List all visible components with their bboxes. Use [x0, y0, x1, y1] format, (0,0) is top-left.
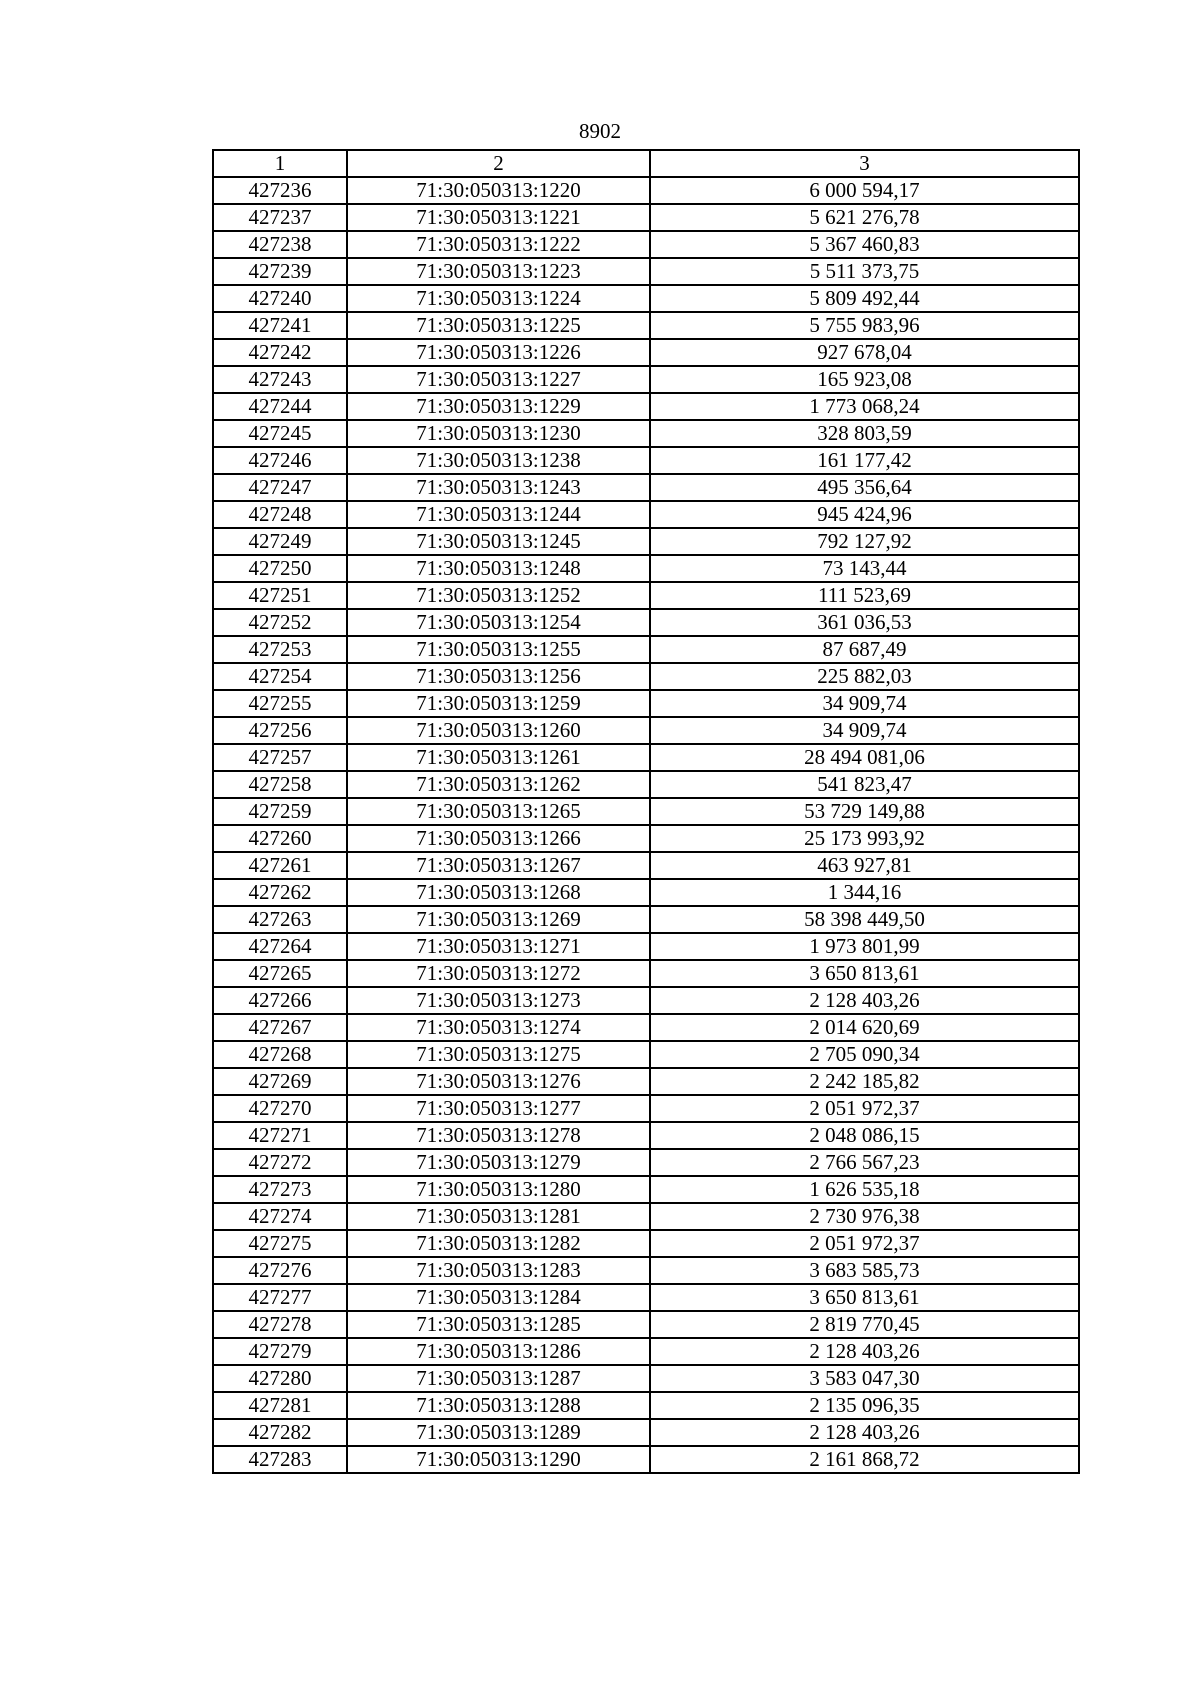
cadastral-value-cell: 2 242 185,82 [650, 1068, 1079, 1095]
cadastral-value-cell: 1 344,16 [650, 879, 1079, 906]
table-row [213, 1257, 1079, 1284]
cadastral-number-cell: 71:30:050313:1288 [347, 1392, 650, 1419]
row-number-cell: 427249 [213, 528, 347, 555]
cadastral-value-cell: 58 398 449,50 [650, 906, 1079, 933]
cadastral-value-cell: 3 683 585,73 [650, 1257, 1079, 1284]
cadastral-number-cell: 71:30:050313:1287 [347, 1365, 650, 1392]
cadastral-number-cell: 71:30:050313:1243 [347, 474, 650, 501]
cadastral-value-cell: 361 036,53 [650, 609, 1079, 636]
row-number-cell: 427267 [213, 1014, 347, 1041]
cadastral-number-cell: 71:30:050313:1227 [347, 366, 650, 393]
row-number-cell: 427255 [213, 690, 347, 717]
cadastral-value-cell: 5 621 276,78 [650, 204, 1079, 231]
row-number-cell: 427271 [213, 1122, 347, 1149]
cadastral-number-cell: 71:30:050313:1221 [347, 204, 650, 231]
cadastral-value-cell: 161 177,42 [650, 447, 1079, 474]
table-row [213, 366, 1079, 393]
cadastral-value-cell: 541 823,47 [650, 771, 1079, 798]
row-number-cell: 427280 [213, 1365, 347, 1392]
cadastral-number-cell: 71:30:050313:1261 [347, 744, 650, 771]
header-cell-col3: 3 [650, 150, 1079, 177]
cadastral-value-cell: 2 766 567,23 [650, 1149, 1079, 1176]
row-number-cell: 427252 [213, 609, 347, 636]
row-number-cell: 427240 [213, 285, 347, 312]
table-row [213, 1392, 1079, 1419]
table-row [213, 933, 1079, 960]
cadastral-number-cell: 71:30:050313:1252 [347, 582, 650, 609]
row-number-cell: 427242 [213, 339, 347, 366]
row-number-cell: 427257 [213, 744, 347, 771]
row-number-cell: 427275 [213, 1230, 347, 1257]
row-number-cell: 427258 [213, 771, 347, 798]
table-row [213, 1068, 1079, 1095]
row-number-cell: 427264 [213, 933, 347, 960]
row-number-cell: 427244 [213, 393, 347, 420]
cadastral-value-cell: 463 927,81 [650, 852, 1079, 879]
table-row [213, 1230, 1079, 1257]
row-number-cell: 427283 [213, 1446, 347, 1473]
table-row [213, 1041, 1079, 1068]
table-row [213, 690, 1079, 717]
cadastral-value-cell: 1 973 801,99 [650, 933, 1079, 960]
row-number-cell: 427274 [213, 1203, 347, 1230]
cadastral-value-cell: 225 882,03 [650, 663, 1079, 690]
table-row [213, 1365, 1079, 1392]
cadastral-number-cell: 71:30:050313:1271 [347, 933, 650, 960]
table-row [213, 501, 1079, 528]
table-row [213, 231, 1079, 258]
cadastral-value-cell: 165 923,08 [650, 366, 1079, 393]
row-number-cell: 427273 [213, 1176, 347, 1203]
cadastral-number-cell: 71:30:050313:1223 [347, 258, 650, 285]
table-row [213, 555, 1079, 582]
row-number-cell: 427263 [213, 906, 347, 933]
cadastral-number-cell: 71:30:050313:1230 [347, 420, 650, 447]
cadastral-number-cell: 71:30:050313:1284 [347, 1284, 650, 1311]
table-row [213, 1419, 1079, 1446]
cadastral-number-cell: 71:30:050313:1283 [347, 1257, 650, 1284]
row-number-cell: 427239 [213, 258, 347, 285]
row-number-cell: 427272 [213, 1149, 347, 1176]
table-row [213, 447, 1079, 474]
cadastral-number-cell: 71:30:050313:1274 [347, 1014, 650, 1041]
cadastral-number-cell: 71:30:050313:1265 [347, 798, 650, 825]
row-number-cell: 427281 [213, 1392, 347, 1419]
table-row [213, 474, 1079, 501]
cadastral-number-cell: 71:30:050313:1259 [347, 690, 650, 717]
cadastral-number-cell: 71:30:050313:1238 [347, 447, 650, 474]
table-row [213, 1203, 1079, 1230]
table-row [213, 1338, 1079, 1365]
cadastral-number-cell: 71:30:050313:1248 [347, 555, 650, 582]
row-number-cell: 427279 [213, 1338, 347, 1365]
row-number-cell: 427262 [213, 879, 347, 906]
cadastral-number-cell: 71:30:050313:1275 [347, 1041, 650, 1068]
cadastral-value-cell: 3 583 047,30 [650, 1365, 1079, 1392]
cadastral-number-cell: 71:30:050313:1229 [347, 393, 650, 420]
row-number-cell: 427243 [213, 366, 347, 393]
cadastral-value-cell: 2 135 096,35 [650, 1392, 1079, 1419]
row-number-cell: 427237 [213, 204, 347, 231]
cadastral-number-cell: 71:30:050313:1244 [347, 501, 650, 528]
table-header-row [213, 150, 1079, 177]
cadastral-value-cell: 25 173 993,92 [650, 825, 1079, 852]
row-number-cell: 427265 [213, 960, 347, 987]
table-row [213, 717, 1079, 744]
cadastral-number-cell: 71:30:050313:1268 [347, 879, 650, 906]
cadastral-number-cell: 71:30:050313:1245 [347, 528, 650, 555]
cadastral-value-cell: 3 650 813,61 [650, 960, 1079, 987]
cadastral-value-cell: 2 128 403,26 [650, 987, 1079, 1014]
row-number-cell: 427254 [213, 663, 347, 690]
table-row [213, 1122, 1079, 1149]
cadastral-number-cell: 71:30:050313:1255 [347, 636, 650, 663]
cadastral-number-cell: 71:30:050313:1256 [347, 663, 650, 690]
cadastral-value-cell: 3 650 813,61 [650, 1284, 1079, 1311]
cadastral-value-cell: 28 494 081,06 [650, 744, 1079, 771]
table-row [213, 1446, 1079, 1473]
row-number-cell: 427261 [213, 852, 347, 879]
row-number-cell: 427247 [213, 474, 347, 501]
row-number-cell: 427269 [213, 1068, 347, 1095]
cadastral-number-cell: 71:30:050313:1281 [347, 1203, 650, 1230]
cadastral-value-cell: 945 424,96 [650, 501, 1079, 528]
row-number-cell: 427245 [213, 420, 347, 447]
table-row [213, 987, 1079, 1014]
table-row [213, 852, 1079, 879]
cadastral-number-cell: 71:30:050313:1289 [347, 1419, 650, 1446]
table-row [213, 960, 1079, 987]
cadastral-number-cell: 71:30:050313:1280 [347, 1176, 650, 1203]
cadastral-value-cell: 2 705 090,34 [650, 1041, 1079, 1068]
cadastral-number-cell: 71:30:050313:1282 [347, 1230, 650, 1257]
row-number-cell: 427246 [213, 447, 347, 474]
cadastral-value-cell: 2 051 972,37 [650, 1095, 1079, 1122]
cadastral-value-cell: 1 773 068,24 [650, 393, 1079, 420]
row-number-cell: 427250 [213, 555, 347, 582]
table-row [213, 393, 1079, 420]
cadastral-value-cell: 2 819 770,45 [650, 1311, 1079, 1338]
table-row [213, 1176, 1079, 1203]
row-number-cell: 427236 [213, 177, 347, 204]
cadastral-value-cell: 2 161 868,72 [650, 1446, 1079, 1473]
cadastral-value-cell: 2 128 403,26 [650, 1419, 1079, 1446]
table-row [213, 258, 1079, 285]
table-row [213, 582, 1079, 609]
cadastral-number-cell: 71:30:050313:1226 [347, 339, 650, 366]
row-number-cell: 427251 [213, 582, 347, 609]
cadastral-number-cell: 71:30:050313:1277 [347, 1095, 650, 1122]
cadastral-value-cell: 328 803,59 [650, 420, 1079, 447]
row-number-cell: 427238 [213, 231, 347, 258]
row-number-cell: 427270 [213, 1095, 347, 1122]
cadastral-number-cell: 71:30:050313:1220 [347, 177, 650, 204]
cadastral-number-cell: 71:30:050313:1266 [347, 825, 650, 852]
cadastral-number-cell: 71:30:050313:1272 [347, 960, 650, 987]
cadastral-value-cell: 34 909,74 [650, 717, 1079, 744]
cadastral-value-cell: 34 909,74 [650, 690, 1079, 717]
cadastral-number-cell: 71:30:050313:1290 [347, 1446, 650, 1473]
row-number-cell: 427256 [213, 717, 347, 744]
cadastral-value-cell: 1 626 535,18 [650, 1176, 1079, 1203]
table-row [213, 798, 1079, 825]
cadastral-value-cell: 2 014 620,69 [650, 1014, 1079, 1041]
cadastral-value-cell: 792 127,92 [650, 528, 1079, 555]
table-row [213, 528, 1079, 555]
table-row [213, 1311, 1079, 1338]
cadastral-number-cell: 71:30:050313:1267 [347, 852, 650, 879]
table-row [213, 609, 1079, 636]
header-cell-col2: 2 [347, 150, 650, 177]
row-number-cell: 427241 [213, 312, 347, 339]
table-row [213, 906, 1079, 933]
cadastral-number-cell: 71:30:050313:1278 [347, 1122, 650, 1149]
table-row [213, 663, 1079, 690]
cadastral-value-table [212, 149, 1080, 1474]
table-row [213, 204, 1079, 231]
table-row [213, 1284, 1079, 1311]
cadastral-value-cell: 927 678,04 [650, 339, 1079, 366]
cadastral-value-cell: 5 511 373,75 [650, 258, 1079, 285]
cadastral-number-cell: 71:30:050313:1262 [347, 771, 650, 798]
table-row [213, 636, 1079, 663]
header-cell-col1: 1 [213, 150, 347, 177]
page-number: 8902 [579, 119, 621, 143]
table-row [213, 879, 1079, 906]
row-number-cell: 427277 [213, 1284, 347, 1311]
cadastral-number-cell: 71:30:050313:1276 [347, 1068, 650, 1095]
cadastral-value-cell: 2 730 976,38 [650, 1203, 1079, 1230]
row-number-cell: 427278 [213, 1311, 347, 1338]
cadastral-number-cell: 71:30:050313:1224 [347, 285, 650, 312]
cadastral-number-cell: 71:30:050313:1285 [347, 1311, 650, 1338]
table-row [213, 177, 1079, 204]
table-row [213, 420, 1079, 447]
cadastral-value-cell: 53 729 149,88 [650, 798, 1079, 825]
cadastral-value-cell: 6 000 594,17 [650, 177, 1079, 204]
table-row [213, 339, 1079, 366]
cadastral-number-cell: 71:30:050313:1222 [347, 231, 650, 258]
row-number-cell: 427253 [213, 636, 347, 663]
cadastral-value-cell: 5 755 983,96 [650, 312, 1079, 339]
cadastral-value-cell: 2 051 972,37 [650, 1230, 1079, 1257]
cadastral-number-cell: 71:30:050313:1260 [347, 717, 650, 744]
cadastral-number-cell: 71:30:050313:1269 [347, 906, 650, 933]
table-row [213, 1014, 1079, 1041]
row-number-cell: 427259 [213, 798, 347, 825]
table-row [213, 744, 1079, 771]
cadastral-number-cell: 71:30:050313:1279 [347, 1149, 650, 1176]
cadastral-value-cell: 73 143,44 [650, 555, 1079, 582]
cadastral-number-cell: 71:30:050313:1286 [347, 1338, 650, 1365]
table-row [213, 312, 1079, 339]
cadastral-value-cell: 5 367 460,83 [650, 231, 1079, 258]
cadastral-number-cell: 71:30:050313:1273 [347, 987, 650, 1014]
table-row [213, 285, 1079, 312]
cadastral-value-cell: 87 687,49 [650, 636, 1079, 663]
table-row [213, 771, 1079, 798]
cadastral-value-cell: 5 809 492,44 [650, 285, 1079, 312]
row-number-cell: 427248 [213, 501, 347, 528]
row-number-cell: 427276 [213, 1257, 347, 1284]
cadastral-value-cell: 2 128 403,26 [650, 1338, 1079, 1365]
row-number-cell: 427266 [213, 987, 347, 1014]
table-row [213, 1095, 1079, 1122]
cadastral-value-cell: 111 523,69 [650, 582, 1079, 609]
row-number-cell: 427268 [213, 1041, 347, 1068]
table-row [213, 825, 1079, 852]
cadastral-number-cell: 71:30:050313:1225 [347, 312, 650, 339]
row-number-cell: 427260 [213, 825, 347, 852]
cadastral-number-cell: 71:30:050313:1254 [347, 609, 650, 636]
cadastral-value-cell: 2 048 086,15 [650, 1122, 1079, 1149]
table-row [213, 1149, 1079, 1176]
cadastral-value-cell: 495 356,64 [650, 474, 1079, 501]
row-number-cell: 427282 [213, 1419, 347, 1446]
table-body [213, 150, 1079, 1473]
